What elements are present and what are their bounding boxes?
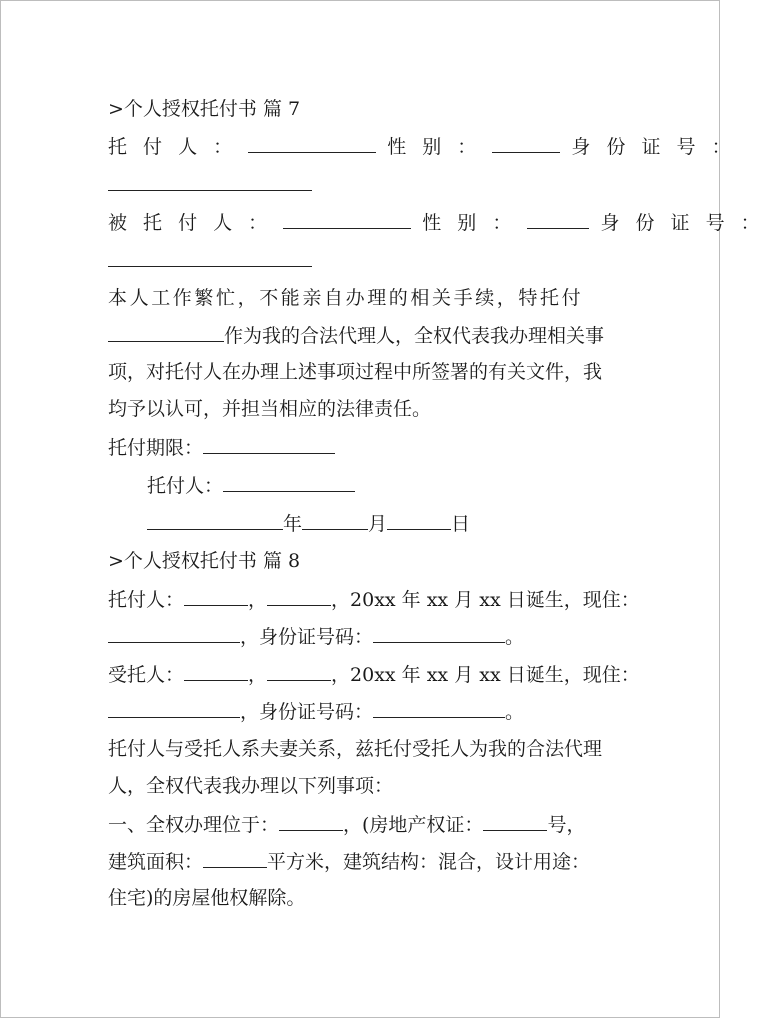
agent-id-label: 身 份 证 号 ： (600, 212, 765, 234)
principal-id-number-blank[interactable] (373, 624, 505, 643)
item-line-1 (108, 812, 585, 837)
agent-gender-blank-8[interactable] (267, 662, 331, 681)
principal-id-line-8 (108, 624, 524, 649)
date-line (147, 511, 470, 536)
year-blank[interactable] (147, 511, 283, 530)
gender-label: 性 别 ： (387, 136, 482, 158)
principal-name-blank-8[interactable] (184, 587, 248, 606)
agent-birth-text: ，20xx 年 xx 月 xx 日诞生，现住： (331, 664, 640, 686)
term-blank[interactable] (203, 435, 335, 454)
period: 。 (505, 701, 525, 723)
sign-label: 托付人： (147, 475, 224, 497)
principal-address-blank[interactable] (108, 624, 240, 643)
location-blank[interactable] (279, 812, 343, 831)
principal-line (108, 134, 736, 159)
item-line-2 (108, 849, 590, 874)
agent-label-8: 受托人： (108, 664, 185, 686)
principal-id-line (108, 172, 312, 197)
period: 。 (505, 626, 525, 648)
agent-address-blank[interactable] (108, 699, 240, 718)
section8-heading: >个人授权托付书 篇 8 (108, 550, 301, 572)
relation-line-1: 托付人与受托人系夫妻关系，兹托付受托人为我的合法代理 (108, 738, 603, 760)
agent-gender-blank[interactable] (527, 210, 589, 229)
principal-label: 托 付 人 ： (108, 136, 238, 158)
principal-gender-blank[interactable] (492, 134, 560, 153)
term-line (108, 435, 335, 460)
day-blank[interactable] (387, 511, 451, 530)
agent-birth-line (108, 662, 640, 687)
month-blank[interactable] (302, 511, 368, 530)
agent-label: 被 托 付 人 ： (108, 212, 273, 234)
principal-id-text: ，身份证号码： (240, 626, 374, 648)
relation-line-2: 人，全权代表我办理以下列事项： (108, 775, 394, 797)
agent-line (108, 210, 765, 235)
year-label: 年 (283, 513, 303, 535)
section7-heading: >个人授权托付书 篇 7 (108, 98, 301, 120)
day-label: 日 (451, 513, 471, 535)
deed-number-blank[interactable] (483, 812, 547, 831)
body-line-4: 均予以认可，并担当相应的法律责任。 (108, 398, 432, 420)
body-line-2-text: 作为我的合法代理人，全权代表我办理相关事 (224, 325, 605, 347)
agent-id-blank[interactable] (108, 248, 312, 267)
agent-id-number-blank[interactable] (373, 699, 505, 718)
agent-gender-label: 性 别 ： (422, 212, 517, 234)
agent-name-blank[interactable] (283, 210, 411, 229)
principal-birth-line (108, 587, 640, 612)
agent-id-text: ，身份证号码： (240, 701, 374, 723)
agent-id-line (108, 248, 312, 273)
principal-gender-blank-8[interactable] (267, 587, 331, 606)
body-line-1: 本人工作繁忙，不能亲自办理的相关手续，特托付 (108, 287, 584, 309)
sign-blank[interactable] (223, 473, 355, 492)
term-label: 托付期限： (108, 437, 204, 459)
agent-name-blank-8[interactable] (184, 662, 248, 681)
principal-birth-text: ，20xx 年 xx 月 xx 日诞生，现住： (331, 589, 640, 611)
body-line-3: 项，对托付人在办理上述事项过程中所签署的有关文件，我 (108, 361, 603, 383)
item-deed: ，(房地产权证： (343, 814, 484, 836)
area-blank[interactable] (203, 849, 267, 868)
principal-name-blank[interactable] (248, 134, 376, 153)
sign-line (147, 473, 355, 498)
comma: ， (248, 589, 268, 611)
principal-label-8: 托付人： (108, 589, 185, 611)
area-rest: 平方米，建筑结构：混合，设计用途： (267, 851, 591, 873)
area-label: 建筑面积： (108, 851, 204, 873)
designated-agent-blank[interactable] (108, 323, 224, 342)
principal-id-blank[interactable] (108, 172, 312, 191)
month-label: 月 (368, 513, 388, 535)
item-line-3: 住宅)的房屋他权解除。 (108, 887, 306, 909)
id-label: 身 份 证 号 ： (571, 136, 736, 158)
item-prefix: 一、全权办理位于： (108, 814, 280, 836)
agent-id-line-8 (108, 699, 524, 724)
comma: ， (248, 664, 268, 686)
item-no: 号， (547, 814, 586, 836)
body-line-2 (108, 323, 604, 348)
